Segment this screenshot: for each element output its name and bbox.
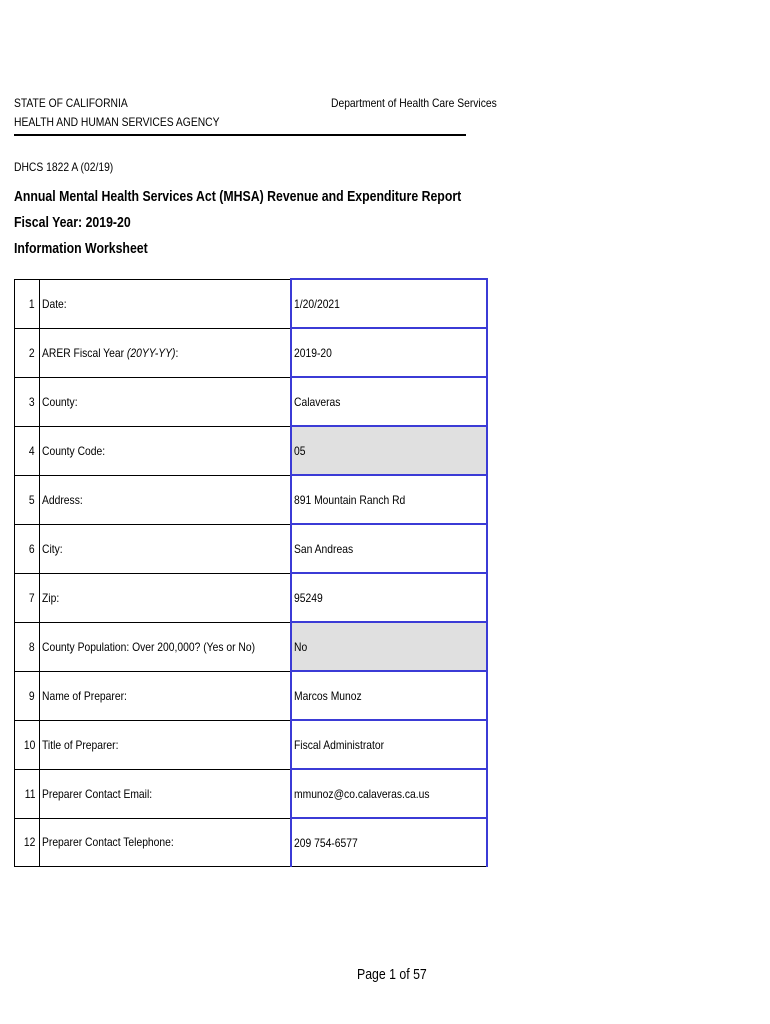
field-label-main: Date: (42, 296, 67, 311)
information-worksheet-table (14, 278, 488, 867)
agency-line-1: STATE OF CALIFORNIA (14, 96, 128, 110)
field-value: No (293, 639, 307, 654)
field-label-text (42, 738, 118, 752)
page-number: Page 1 of 57 (357, 966, 427, 983)
table-row (15, 328, 487, 377)
field-label-text (42, 493, 83, 507)
field-label-text (42, 591, 59, 605)
department-name: Department of Health Care Services (331, 96, 497, 110)
table-row (15, 573, 487, 622)
table-row (15, 818, 487, 867)
field-label-suffix: : (175, 345, 179, 360)
field-value: mmunoz@co.calaveras.ca.us (293, 786, 430, 801)
row-number (15, 524, 40, 573)
field-label-main: County Population: Over 200,000? (Yes or No) (42, 639, 256, 654)
row-number (15, 671, 40, 720)
field-label-main: ARER Fiscal Year (42, 345, 127, 360)
field-label-main: Name of Preparer: (42, 688, 127, 703)
field-label (40, 426, 291, 475)
row-number-text: 8 (29, 639, 35, 654)
field-label (40, 720, 291, 769)
row-number-text: 3 (29, 394, 35, 409)
field-label-text (42, 395, 78, 409)
field-label (40, 818, 291, 867)
field-value-cell[interactable] (291, 426, 487, 475)
field-value: 2019-20 (293, 345, 332, 360)
row-number-text: 9 (29, 688, 35, 703)
row-number-text: 7 (29, 590, 35, 605)
field-value-cell[interactable] (291, 818, 487, 867)
field-value-cell[interactable] (291, 671, 487, 720)
field-label (40, 524, 291, 573)
field-value-cell[interactable] (291, 720, 487, 769)
field-label-text (42, 640, 255, 654)
field-label (40, 622, 291, 671)
row-number (15, 622, 40, 671)
field-label-main: County Code: (42, 443, 106, 458)
field-label (40, 328, 291, 377)
title-line-3: Information Worksheet (14, 240, 148, 257)
field-value: Fiscal Administrator (293, 737, 384, 752)
field-value: Marcos Munoz (293, 688, 362, 703)
row-number (15, 426, 40, 475)
report-title (14, 184, 461, 262)
table-row (15, 475, 487, 524)
row-number-text: 2 (29, 345, 35, 360)
field-label (40, 573, 291, 622)
field-label-text (42, 346, 178, 360)
field-label-text (42, 444, 105, 458)
row-number-text: 1 (29, 296, 35, 311)
row-number (15, 769, 40, 818)
field-value-cell[interactable] (291, 475, 487, 524)
field-value-cell[interactable] (291, 573, 487, 622)
field-value: 891 Mountain Ranch Rd (293, 492, 406, 507)
row-number-text: 11 (24, 786, 35, 801)
field-label-text (42, 835, 174, 849)
field-label (40, 671, 291, 720)
table-row (15, 426, 487, 475)
field-value-cell[interactable] (291, 328, 487, 377)
row-number (15, 720, 40, 769)
table-row (15, 671, 487, 720)
field-label-main: Preparer Contact Email: (42, 786, 153, 801)
row-number-text: 6 (29, 541, 35, 556)
field-label-text (42, 542, 63, 556)
table-row (15, 622, 487, 671)
row-number-text: 12 (23, 835, 35, 850)
title-line-1: Annual Mental Health Services Act (MHSA) Revenue and Expenditure Report (14, 188, 462, 205)
field-value: 1/20/2021 (293, 296, 340, 311)
row-number (15, 328, 40, 377)
title-line-2: Fiscal Year: 2019-20 (14, 214, 131, 231)
field-label (40, 475, 291, 524)
agency-header (14, 94, 219, 132)
field-value: 05 (293, 443, 306, 458)
field-label-main: County: (42, 394, 78, 409)
field-label-main: City: (42, 541, 63, 556)
row-number (15, 818, 40, 867)
field-value: 209 754-6577 (293, 835, 358, 850)
worksheet-body (15, 279, 487, 867)
field-value-cell[interactable] (291, 769, 487, 818)
table-row (15, 720, 487, 769)
field-label-main: Zip: (42, 590, 60, 605)
field-value: San Andreas (293, 541, 353, 556)
field-value-cell[interactable] (291, 622, 487, 671)
field-value-cell[interactable] (291, 279, 487, 328)
field-label-main: Preparer Contact Telephone: (42, 835, 174, 850)
field-label (40, 279, 291, 328)
field-label-format-hint: (20YY-YY) (126, 345, 176, 360)
form-code: DHCS 1822 A (02/19) (14, 160, 114, 174)
table-row (15, 769, 487, 818)
field-label (40, 377, 291, 426)
agency-line-2: HEALTH AND HUMAN SERVICES AGENCY (14, 115, 220, 129)
table-row (15, 524, 487, 573)
field-label (40, 769, 291, 818)
row-number-text: 10 (23, 737, 35, 752)
field-label-main: Title of Preparer: (42, 737, 119, 752)
row-number (15, 475, 40, 524)
field-value-cell[interactable] (291, 524, 487, 573)
row-number (15, 279, 40, 328)
table-row (15, 377, 487, 426)
field-value-cell[interactable] (291, 377, 487, 426)
row-number (15, 377, 40, 426)
table-row (15, 279, 487, 328)
field-label-main: Address: (42, 492, 83, 507)
row-number-text: 5 (29, 492, 35, 507)
field-label-text (42, 787, 152, 801)
field-label-text (42, 689, 127, 703)
field-label-text (42, 297, 67, 311)
field-value: Calaveras (293, 394, 341, 409)
field-value: 95249 (293, 590, 323, 605)
row-number (15, 573, 40, 622)
header-divider (14, 134, 466, 136)
row-number-text: 4 (29, 443, 35, 458)
